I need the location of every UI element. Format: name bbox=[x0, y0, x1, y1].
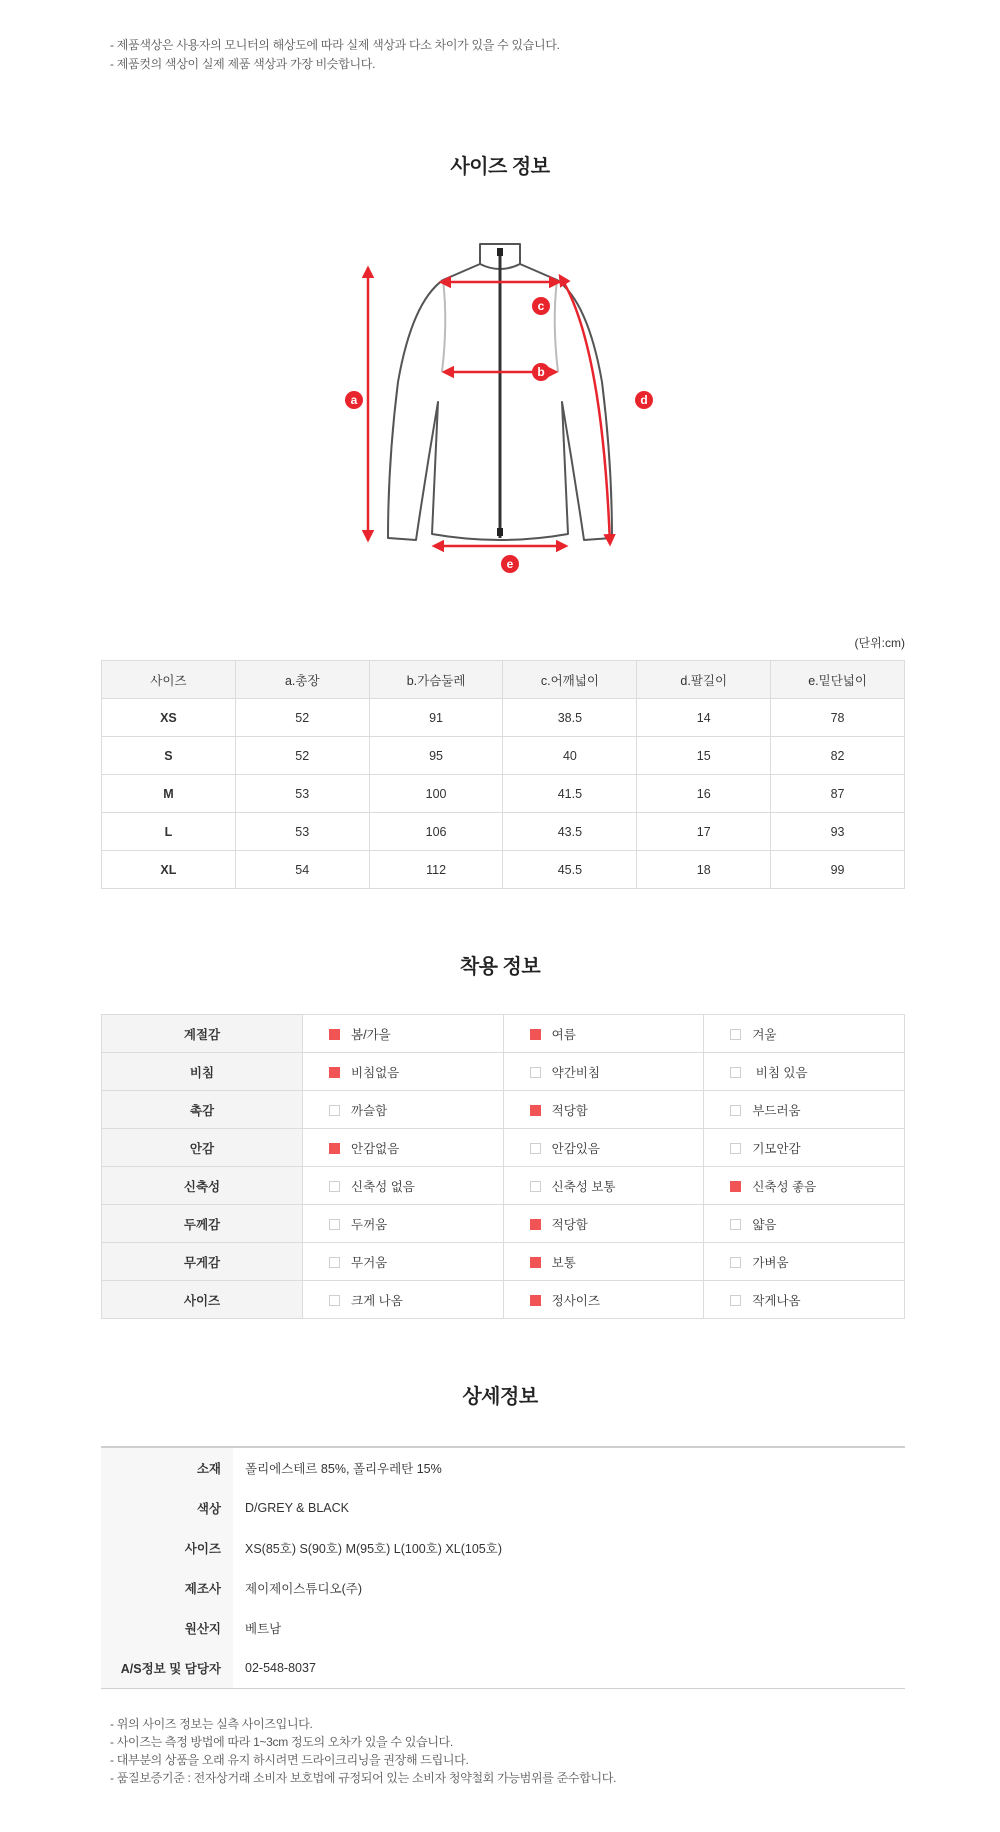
unchecked-box-icon bbox=[730, 1219, 741, 1230]
label-d: d bbox=[640, 393, 648, 407]
value-cell: 43.5 bbox=[503, 813, 637, 851]
wear-option bbox=[303, 1167, 504, 1205]
value-cell: 95 bbox=[369, 737, 503, 775]
size-table bbox=[101, 660, 905, 889]
label-b: b bbox=[537, 365, 545, 379]
value-cell: 53 bbox=[235, 775, 369, 813]
wear-option-label: 크게 나옴 bbox=[351, 1293, 403, 1308]
table-row bbox=[102, 737, 905, 775]
wear-option-label: 신축성 없음 bbox=[351, 1179, 415, 1194]
value-cell: 52 bbox=[235, 699, 369, 737]
detail-value: XS(85호) S(90호) M(95호) L(100호) XL(105호) bbox=[245, 1542, 502, 1556]
wear-option bbox=[704, 1243, 905, 1281]
wear-row-label: 두께감 bbox=[102, 1205, 303, 1243]
size-cell: L bbox=[102, 813, 236, 851]
unchecked-box-icon bbox=[730, 1257, 741, 1268]
value-cell: 91 bbox=[369, 699, 503, 737]
wear-option-label: 신축성 보통 bbox=[551, 1179, 616, 1194]
unchecked-box-icon bbox=[730, 1067, 741, 1078]
value-cell: 41.5 bbox=[503, 775, 637, 813]
wear-row bbox=[102, 1243, 905, 1281]
note-line: - 품질보증기준 : 전자상거래 소비자 보호법에 규정되어 있는 소비자 청약철회 가능범위를 준수합니다. bbox=[110, 1771, 617, 1785]
checked-box-icon bbox=[530, 1295, 541, 1306]
wear-row-label: 비침 bbox=[102, 1053, 303, 1091]
detail-key: 제조사 bbox=[101, 1568, 233, 1608]
detail-row bbox=[101, 1528, 905, 1568]
wear-info-title: 착용 정보 bbox=[459, 956, 541, 978]
wear-row-label: 촉감 bbox=[102, 1091, 303, 1129]
unchecked-box-icon bbox=[730, 1029, 741, 1040]
wear-row-label: 계절감 bbox=[102, 1015, 303, 1053]
detail-key: 사이즈 bbox=[101, 1528, 233, 1568]
unchecked-box-icon bbox=[530, 1143, 541, 1154]
wear-option bbox=[503, 1205, 704, 1243]
value-cell: 18 bbox=[637, 851, 771, 889]
table-row bbox=[102, 851, 905, 889]
note-line: - 위의 사이즈 정보는 실측 사이즈입니다. bbox=[110, 1717, 313, 1731]
wear-option bbox=[503, 1281, 704, 1319]
wear-option-label: 정사이즈 bbox=[551, 1293, 600, 1308]
value-cell: 54 bbox=[235, 851, 369, 889]
wear-option bbox=[503, 1243, 704, 1281]
wear-option-label: 기모안감 bbox=[752, 1141, 801, 1156]
size-cell: S bbox=[102, 737, 236, 775]
table-row bbox=[102, 775, 905, 813]
value-cell: 38.5 bbox=[503, 699, 637, 737]
wear-row-label: 안감 bbox=[102, 1129, 303, 1167]
value-cell: 78 bbox=[771, 699, 905, 737]
wear-row-label: 무게감 bbox=[102, 1243, 303, 1281]
note-line: - 제품컷의 색상이 실제 제품 색상과 가장 비슷합니다. bbox=[110, 57, 376, 71]
wear-option bbox=[704, 1281, 905, 1319]
detail-key: 색상 bbox=[101, 1488, 233, 1528]
measurement-lines bbox=[368, 268, 610, 546]
label-c: c bbox=[537, 299, 545, 313]
wear-option-label: 부드러움 bbox=[752, 1103, 801, 1118]
wear-option bbox=[704, 1091, 905, 1129]
label-a: a bbox=[350, 393, 358, 407]
detail-value: 폴리에스테르 85%, 폴리우레탄 15% bbox=[245, 1462, 442, 1476]
wear-option bbox=[303, 1129, 504, 1167]
value-cell: 15 bbox=[637, 737, 771, 775]
wear-option-label: 안감있음 bbox=[551, 1141, 600, 1156]
wear-table bbox=[101, 1014, 905, 1319]
wear-row-label: 신축성 bbox=[102, 1167, 303, 1205]
wear-option-label: 봄/가을 bbox=[351, 1027, 391, 1042]
wear-option-label: 적당함 bbox=[551, 1217, 588, 1232]
detail-table bbox=[101, 1446, 905, 1689]
value-cell: 93 bbox=[771, 813, 905, 851]
wear-option bbox=[303, 1015, 504, 1053]
wear-row bbox=[102, 1053, 905, 1091]
unit-label: (단위:cm) bbox=[854, 636, 905, 650]
table-row bbox=[102, 699, 905, 737]
wear-option bbox=[704, 1205, 905, 1243]
unchecked-box-icon bbox=[329, 1219, 340, 1230]
wear-option-label: 겨울 bbox=[752, 1027, 777, 1042]
detail-row bbox=[101, 1608, 905, 1648]
value-cell: 82 bbox=[771, 737, 905, 775]
detail-value: 제이제이스튜디오(주) bbox=[245, 1582, 363, 1596]
unchecked-box-icon bbox=[530, 1067, 541, 1078]
note-line: - 사이즈는 측정 방법에 따라 1~3cm 정도의 오차가 있을 수 있습니다. bbox=[110, 1735, 453, 1749]
value-cell: 112 bbox=[369, 851, 503, 889]
size-cell: XS bbox=[102, 699, 236, 737]
detail-key: 소재 bbox=[101, 1447, 233, 1488]
value-cell: 14 bbox=[637, 699, 771, 737]
detail-row bbox=[101, 1447, 905, 1488]
header-cell: b.가슴둘레 bbox=[369, 661, 503, 699]
wear-option bbox=[503, 1053, 704, 1091]
wear-option bbox=[503, 1167, 704, 1205]
wear-option bbox=[503, 1015, 704, 1053]
detail-value: D/GREY & BLACK bbox=[245, 1501, 349, 1515]
detail-row bbox=[101, 1568, 905, 1608]
detail-value: 02-548-8037 bbox=[245, 1661, 316, 1675]
checked-box-icon bbox=[530, 1219, 541, 1230]
note-line: - 제품색상은 사용자의 모니터의 해상도에 따라 실제 색상과 다소 차이가 있을 수 있습니다. bbox=[110, 38, 560, 52]
wear-option-label: 두꺼움 bbox=[351, 1217, 388, 1232]
unchecked-box-icon bbox=[329, 1181, 340, 1192]
wear-option bbox=[303, 1091, 504, 1129]
detail-value: 베트남 bbox=[245, 1622, 282, 1636]
value-cell: 17 bbox=[637, 813, 771, 851]
size-info-title: 사이즈 정보 bbox=[450, 156, 550, 178]
wear-option-label: 얇음 bbox=[752, 1217, 777, 1232]
jacket-size-diagram bbox=[340, 232, 660, 592]
header-cell: 사이즈 bbox=[102, 661, 236, 699]
wear-row bbox=[102, 1167, 905, 1205]
wear-option-label: 안감없음 bbox=[351, 1141, 400, 1156]
wear-option bbox=[503, 1091, 704, 1129]
wear-option bbox=[503, 1129, 704, 1167]
detail-info-title: 상세정보 bbox=[462, 1386, 538, 1408]
wear-option bbox=[704, 1167, 905, 1205]
note-line: - 대부분의 상품을 오래 유지 하시려면 드라이크리닝을 권장해 드립니다. bbox=[110, 1753, 469, 1767]
wear-row bbox=[102, 1129, 905, 1167]
value-cell: 53 bbox=[235, 813, 369, 851]
label-e: e bbox=[506, 557, 514, 571]
wear-option-label: 작게나옴 bbox=[752, 1293, 801, 1308]
checked-box-icon bbox=[329, 1067, 340, 1078]
value-cell: 106 bbox=[369, 813, 503, 851]
unchecked-box-icon bbox=[329, 1295, 340, 1306]
wear-option bbox=[303, 1243, 504, 1281]
wear-option bbox=[303, 1281, 504, 1319]
unchecked-box-icon bbox=[530, 1181, 541, 1192]
value-cell: 40 bbox=[503, 737, 637, 775]
wear-option-label: 비침 있음 bbox=[752, 1065, 808, 1080]
checked-box-icon bbox=[530, 1029, 541, 1040]
unchecked-box-icon bbox=[329, 1257, 340, 1268]
wear-option-label: 가벼움 bbox=[752, 1255, 789, 1270]
checked-box-icon bbox=[329, 1029, 340, 1040]
value-cell: 87 bbox=[771, 775, 905, 813]
wear-option bbox=[704, 1053, 905, 1091]
size-cell: M bbox=[102, 775, 236, 813]
wear-option-label: 보통 bbox=[551, 1255, 576, 1270]
wear-row bbox=[102, 1015, 905, 1053]
detail-key: A/S정보 및 담당자 bbox=[101, 1648, 233, 1689]
detail-key: 원산지 bbox=[101, 1608, 233, 1648]
wear-option-label: 비침없음 bbox=[351, 1065, 400, 1080]
value-cell: 52 bbox=[235, 737, 369, 775]
checked-box-icon bbox=[730, 1181, 741, 1192]
wear-option bbox=[303, 1053, 504, 1091]
header-cell: a.총장 bbox=[235, 661, 369, 699]
table-row bbox=[102, 813, 905, 851]
detail-row bbox=[101, 1488, 905, 1528]
header-cell: d.팔길이 bbox=[637, 661, 771, 699]
notes-top bbox=[110, 36, 560, 74]
wear-option-label: 무거움 bbox=[351, 1255, 388, 1270]
wear-option-label: 약간비침 bbox=[551, 1065, 600, 1080]
wear-option bbox=[303, 1205, 504, 1243]
detail-row bbox=[101, 1648, 905, 1689]
wear-option bbox=[704, 1129, 905, 1167]
wear-option-label: 신축성 좋음 bbox=[752, 1179, 817, 1194]
wear-option-label: 까슬함 bbox=[351, 1103, 388, 1118]
unchecked-box-icon bbox=[730, 1143, 741, 1154]
header-cell: e.밑단넓이 bbox=[771, 661, 905, 699]
wear-row-label: 사이즈 bbox=[102, 1281, 303, 1319]
value-cell: 45.5 bbox=[503, 851, 637, 889]
wear-row bbox=[102, 1281, 905, 1319]
value-cell: 100 bbox=[369, 775, 503, 813]
wear-option bbox=[704, 1015, 905, 1053]
header-cell: c.어깨넓이 bbox=[503, 661, 637, 699]
unchecked-box-icon bbox=[730, 1105, 741, 1116]
wear-row bbox=[102, 1091, 905, 1129]
unchecked-box-icon bbox=[329, 1105, 340, 1116]
unchecked-box-icon bbox=[730, 1295, 741, 1306]
checked-box-icon bbox=[530, 1105, 541, 1116]
checked-box-icon bbox=[530, 1257, 541, 1268]
notes-bottom bbox=[110, 1715, 616, 1787]
wear-row bbox=[102, 1205, 905, 1243]
wear-option-label: 적당함 bbox=[551, 1103, 588, 1118]
size-table-header bbox=[102, 661, 905, 699]
size-cell: XL bbox=[102, 851, 236, 889]
wear-option-label: 여름 bbox=[551, 1027, 576, 1042]
value-cell: 16 bbox=[637, 775, 771, 813]
checked-box-icon bbox=[329, 1143, 340, 1154]
value-cell: 99 bbox=[771, 851, 905, 889]
